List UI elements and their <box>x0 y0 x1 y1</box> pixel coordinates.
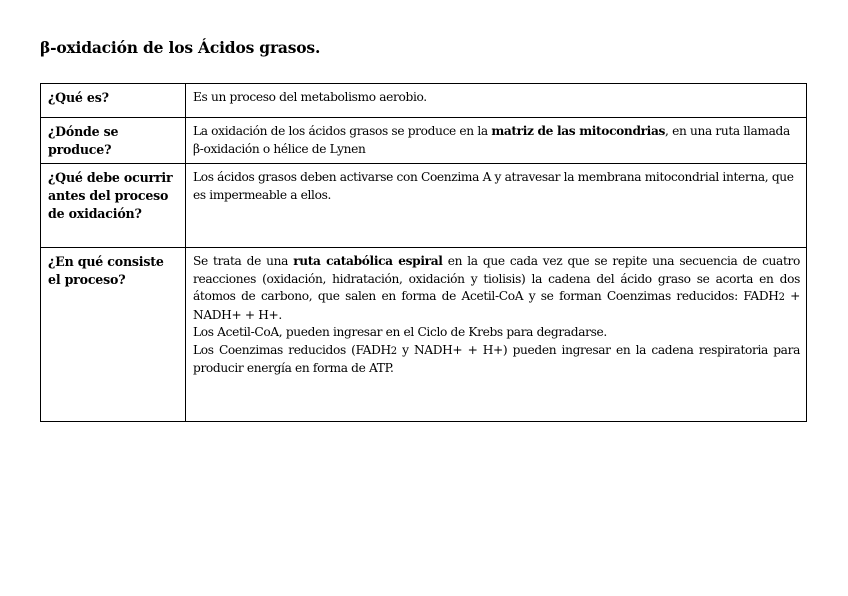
question-cell: ¿Qué es? <box>41 84 186 118</box>
answer-paragraph: Los Acetil-CoA, pueden ingresar en el Ciclo de Krebs para degradarse. <box>193 325 607 339</box>
answer-text: + NADH+ + H+. <box>193 289 801 322</box>
answer-text: , en una ruta llamada β-oxidación o hélice de Lynen <box>193 124 790 156</box>
answer-text: Los Coenzimas reducidos (FADH <box>193 342 391 357</box>
answer-cell <box>186 118 807 164</box>
answer-text: Se trata de una <box>193 254 294 268</box>
question-cell: ¿En qué consiste el proceso? <box>41 248 186 422</box>
document-title: β-oxidación de los Ácidos grasos. <box>40 38 321 57</box>
answer-emphasis: ruta catabólica espiral <box>293 254 443 268</box>
answer-paragraph <box>193 253 800 324</box>
info-table <box>40 83 807 422</box>
answer-text: en la que cada vez que se repite una secuencia de cuatro reacciones (oxidación, hidratación, oxidación y tiolisis) la cadena del ácido graso se acorta en dos átomos de carbono, que salen en forma de Acetil-CoA y se forman Coenzimas reducidos: FADH <box>193 254 800 303</box>
answer-text: y NADH+ + H+) pueden ingresar en la cadena respiratoria para producir energía en forma de ATP. <box>193 342 800 375</box>
answer-cell <box>186 248 807 422</box>
question-cell: ¿Qué debe ocurrir antes del proceso de oxidación? <box>41 164 186 248</box>
answer-cell: Es un proceso del metabolismo aerobio. <box>186 84 807 118</box>
answer-cell: Los ácidos grasos deben activarse con Coenzima A y atravesar la membrana mitocondrial interna, que es impermeable a ellos. <box>186 164 807 248</box>
subscript: 2 <box>778 292 785 303</box>
answer-emphasis: matriz de las mitocondrias <box>491 124 666 138</box>
table-row <box>41 248 807 422</box>
subscript: 2 <box>390 345 397 357</box>
answer-text: La oxidación de los ácidos grasos se produce en la <box>193 124 492 138</box>
table-row <box>41 118 807 164</box>
answer-paragraph <box>193 342 800 378</box>
table-row <box>41 164 807 248</box>
question-cell: ¿Dónde se produce? <box>41 118 186 164</box>
table-row <box>41 84 807 118</box>
